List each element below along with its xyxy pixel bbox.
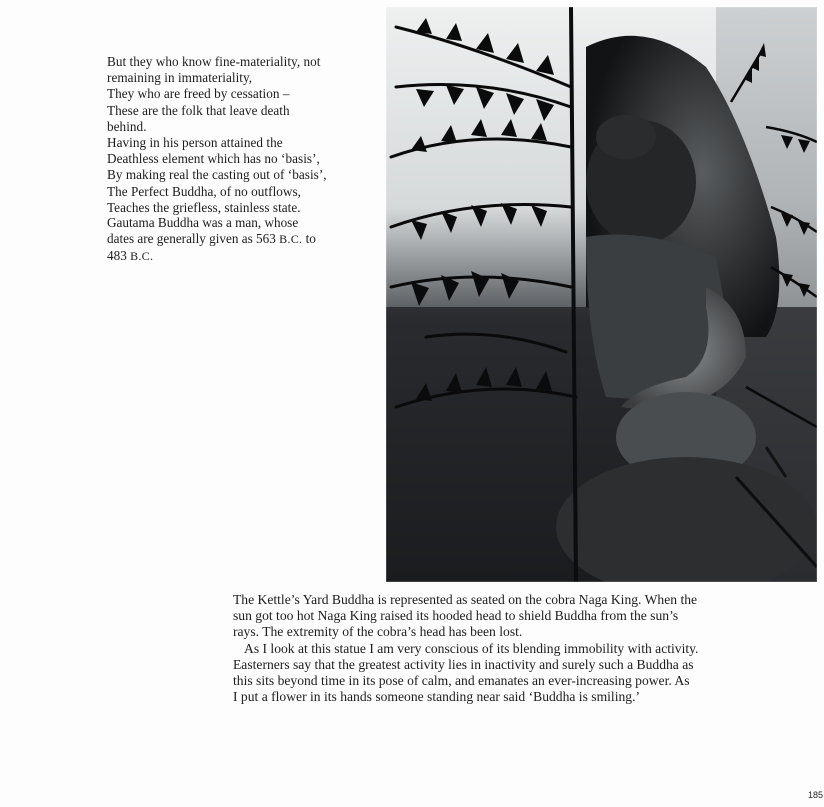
- era-abbrev: B.C.: [130, 248, 154, 263]
- poem-line: The Perfect Buddha, of no outflows,: [107, 183, 302, 199]
- photo-caption: [233, 592, 793, 705]
- buddha-statue-photo: [386, 7, 817, 582]
- note-text: 483: [107, 247, 131, 263]
- caption-line: The Kettle’s Yard Buddha is represented as seated on the cobra Naga King. When the: [233, 592, 698, 607]
- poem-line: behind.: [107, 118, 147, 134]
- page-number: 185: [808, 790, 824, 800]
- note-line: [107, 231, 382, 247]
- note-text: dates are generally given as 563: [107, 231, 280, 247]
- caption-line: rays. The extremity of the cobra’s head has been lost.: [233, 624, 523, 640]
- poem-line: They who are freed by cessation –: [107, 86, 290, 102]
- caption-line: I put a flower in its hands someone standing near said ‘Buddha is smiling.’: [233, 689, 640, 705]
- caption-line: sun got too hot Naga King raised its hooded head to shield Buddha from the sun’s: [233, 608, 679, 624]
- caption-line: As I look at this statue I am very conscious of its blending immobility with activity.: [244, 640, 699, 656]
- poem-line: Having in his person attained the: [107, 135, 283, 151]
- note-text: to: [302, 231, 316, 247]
- poem-line: remaining in immateriality,: [107, 70, 253, 86]
- caption-line: Easterners say that the greatest activity lies in inactivity and surely such a Buddha as: [233, 656, 694, 672]
- poem-verse: [107, 54, 382, 216]
- poem-line: By making real the casting out of ‘basis’,: [107, 167, 327, 183]
- note-line: Gautama Buddha was a man, whose: [107, 215, 299, 230]
- poem-line: Teaches the griefless, stainless state.: [107, 199, 301, 215]
- note-line: [107, 248, 382, 264]
- era-abbrev: B.C.: [279, 232, 303, 247]
- buddha-dates-note: [107, 215, 382, 264]
- caption-line: this sits beyond time in its pose of calm, and emanates an ever-increasing power. As: [233, 673, 690, 689]
- poem-line: But they who know fine-materiality, not: [107, 54, 321, 69]
- poem-line: Deathless element which has no ‘basis’,: [107, 151, 320, 167]
- photo-image: [386, 7, 817, 582]
- poem-line: These are the folk that leave death: [107, 102, 290, 118]
